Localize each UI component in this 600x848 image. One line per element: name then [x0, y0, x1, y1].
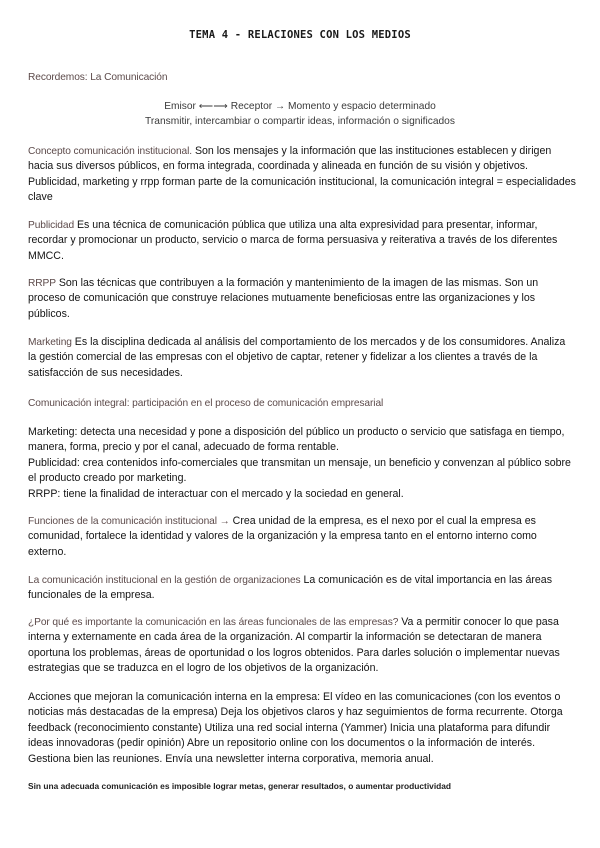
marketing-label: Marketing [28, 337, 72, 348]
pregunta-label: ¿Por qué es importante la comunicación en las áreas funcionales de las empresas? [28, 617, 399, 628]
gestion-text: La comunicación es de vital importancia en las áreas funcionales de la empresa. [28, 574, 552, 602]
rrpp-paragraph [28, 276, 576, 322]
integral-list [28, 425, 576, 502]
footer-note: Sin una adecuada comunicación es imposible lograr metas, generar resultados, o aumentar productividad [28, 781, 452, 791]
pregunta-text: Va a permitir conocer lo que pasa interna y externamente en cada área de la organización. Al compartir la información se detectaran de manera oportuna los problemas, áreas de oportunidad o los logros obtenidos. Para darles solución o implementar nuevas estrategias que se traduzca en el logro de los objetivos de la organización. [28, 616, 560, 675]
integral-marketing-line: Marketing: detecta una necesidad y pone a disposición del público un producto o servicio que satisfaga en tiempo, manera, forma, precio y por el canal, adecuado de forma rentable. [28, 426, 565, 454]
publicidad-label: Publicidad [28, 220, 75, 231]
acciones-paragraph: Acciones que mejoran la comunicación interna en la empresa: El vídeo en las comunicaciones (con los eventos o noticias más destacadas de la empresa) Deja los objetivos claros y haz seguimientos de forma recurrente. Otorga feedback (reconocimiento constante) Utiliza una red social interna (Yammer) Inicia una plataforma para difundir ideas innovadoras (pedir opinión) Abre un repositorio online con los documentos o la información de interés. Gestiona bien las reuniones. Envía una newsletter interna corporativa, memoria anual. [28, 691, 563, 765]
funciones-text: Crea unidad de la empresa, es el nexo por el cual la empresa es comunidad, fortalece la identidad y valores de la organización y la empresa tanto en el entorno interno como externo. [28, 515, 537, 558]
rrpp-text: Son las técnicas que contribuyen a la formación y mantenimiento de la imagen de las mismas. Son un proceso de comunicación que construye relaciones mutuamente beneficiosas entre las organizaciones y los públicos. [28, 277, 539, 320]
concepto-paragraph [28, 144, 576, 206]
pregunta-paragraph [28, 615, 576, 677]
marketing-paragraph [28, 335, 576, 381]
communication-flow-line: Emisor ⟵⟶ Receptor → Momento y espacio determinado [164, 101, 436, 112]
publicidad-paragraph [28, 218, 576, 264]
concepto-label: Concepto comunicación institucional. [28, 146, 193, 157]
concepto-text: Son los mensajes y la información que las instituciones establecen y dirigen hacia sus diversos públicos, en forma integrada, coordinada y alineada en función de su visión y objetivos. Publicidad, marketing y rrpp forman parte de la comunicación institucional, la comunicación integral = especialidades clave [28, 145, 576, 204]
integral-rrpp-line: RRPP: tiene la finalidad de interactuar con el mercado y la sociedad en general. [28, 487, 404, 500]
marketing-text: Es la disciplina dedicada al análisis del comportamiento de los mercados y de los consumidores. Analiza la gestión comercial de las empresas con el objetivo de captar, retener y fidelizar a los clientes a través de la satisfacción de sus necesidades. [28, 336, 566, 379]
gestion-paragraph [28, 573, 576, 604]
recordemos-heading: Recordemos: La Comunicación [28, 72, 168, 83]
funciones-label: Funciones de la comunicación institucional → [28, 516, 230, 527]
page-title: TEMA 4 - RELACIONES CON LOS MEDIOS [189, 29, 411, 41]
rrpp-label: RRPP [28, 278, 56, 289]
integral-publicidad-line: Publicidad: crea contenidos info-comerciales que transmitan un mensaje, un beneficio y convenzan al público sobre el producto creado por marketing. [28, 456, 571, 485]
funciones-paragraph [28, 514, 576, 560]
communication-flow-description: Transmitir, intercambiar o compartir ideas, información o significados [145, 116, 455, 127]
publicidad-text: Es una técnica de comunicación pública que utiliza una alta expresividad para presentar, informar, recordar y promocionar un producto, servicio o marca de forma persuasiva y reiterativa a través de los diferentes MMCC. [28, 219, 558, 262]
gestion-label: La comunicación institucional en la gestión de organizaciones [28, 575, 301, 586]
integral-heading: Comunicación integral: participación en el proceso de comunicación empresarial [28, 398, 384, 409]
